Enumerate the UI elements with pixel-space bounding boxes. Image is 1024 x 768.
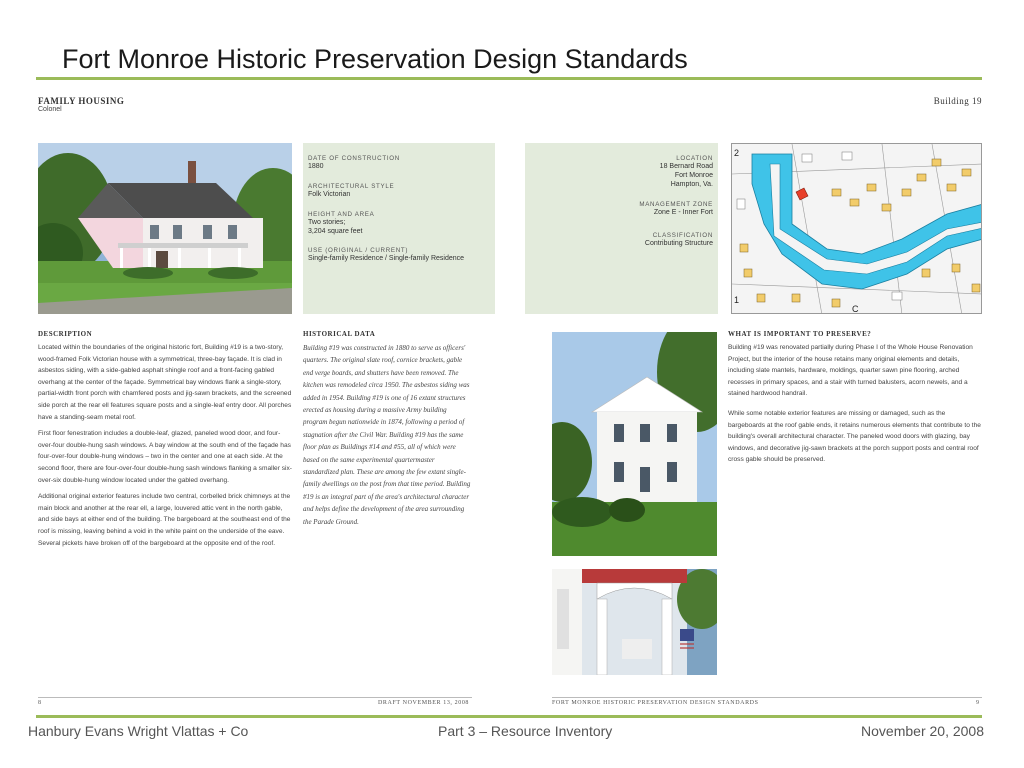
- subcategory-label: Colonel: [38, 106, 62, 113]
- fact-height: HEIGHT AND AREA Two stories; 3,204 square feet: [308, 211, 375, 235]
- map-label-2: 2: [734, 148, 740, 158]
- title-rule: [36, 77, 982, 80]
- right-footer-title: FORT MONROE HISTORIC PRESERVATION DESIGN STANDARDS: [552, 700, 759, 706]
- house-rear-photo: [552, 332, 717, 556]
- footer-date: November 20, 2008: [861, 723, 984, 739]
- slide-title: Fort Monroe Historic Preservation Design Standards: [62, 44, 688, 74]
- description-body: Located within the boundaries of the original historic fort, Building #19 is a two-story, wood-framed Folk Victorian house with a symmetrical, three-bay façade. It is clad in asbestos siding, with a side-gabled asphalt shingle roof and a front-facing gabled overhang at the center of the façade. Symmetrical bay windows flank a single-story, partial-width front porch with chamfered posts and jig-sawn brackets, and the screened side porch at the rear ell features square posts and a single-leaf entry door. All porches have a standing-seam metal roof. First floor fenestration includes a double-leaf, glazed, paneled wood door, and four-over-four double-hung sash windows. A bay window at the south end of the façade has four-over-four double-hung windows – two in the center and one at each side. At the second floor, there are four-over-four double-hung sash windows flanking a smaller six-over-six double-hung window located under the gabled overhang. Additional original exterior features include two central, corbelled brick chimneys at the main block and another at the rear ell, a large, louvered attic vent in the north gable, and side bays at either end of the building. The bargeboard at the southeast end of the roof is missing, leaving behind a void in the white paint on the underside of the eave. Several pickets have broken off of the bargeboard at the opposite end of the roof.: [38, 344, 292, 547]
- building-number: Building 19: [933, 96, 982, 106]
- fact-style: ARCHITECTURAL STYLE Folk Victorian: [308, 183, 395, 198]
- footer-part: Part 3 – Resource Inventory: [438, 723, 613, 739]
- zone-block: MANAGEMENT ZONE Zone E - Inner Fort: [639, 201, 713, 216]
- right-page-number: 9: [976, 700, 980, 706]
- site-map: [731, 143, 982, 314]
- history-body: Building #19 was constructed in 1880 to serve as officers' quarters. The original slate roof, cornice brackets, gable end verge boards, and shutters have been removed. The kitchen was remodeled circa 1950. The asbestos siding was added in 1954. Building #19 is one of 16 extant structures erected as housing during a massive Army building program begun nationwide in 1874, following a period of stagnation after the Civil War. Building #19 has the same floor plan as Buildings #14 and #55, all of which were based on the same experimental quartermaster standardized plan. These are among the few extant single-family dwellings on the post from that time period. Building #19 is an integral part of the area's architectural character and helps define the development of the area surrounding the Parade Ground.: [303, 344, 471, 526]
- right-page-rule: [552, 697, 982, 698]
- left-page-number: 8: [38, 700, 42, 706]
- left-page-rule: [38, 697, 472, 698]
- map-label-1: 1: [734, 295, 740, 305]
- fact-use: USE (ORIGINAL / CURRENT) Single-family Residence / Single-family Residence: [308, 247, 465, 262]
- fact-date: DATE OF CONSTRUCTION 1880: [308, 155, 400, 170]
- history-heading: HISTORICAL DATA: [303, 330, 376, 338]
- map-label-c: C: [852, 304, 859, 314]
- location-panel: [525, 143, 718, 314]
- draft-note: DRAFT NOVEMBER 13, 2008: [378, 700, 470, 706]
- porch-detail-photo: [552, 569, 717, 675]
- footer-firm: Hanbury Evans Wright Vlattas + Co: [28, 723, 249, 739]
- classification-block: CLASSIFICATION Contributing Structure: [644, 232, 713, 247]
- category-heading: FAMILY HOUSING: [38, 96, 125, 106]
- description-heading: DESCRIPTION: [38, 330, 93, 338]
- house-front-photo: [38, 143, 292, 314]
- preserve-body: Building #19 was renovated partially during Phase I of the Whole House Renovation Project, but the interior of the house retains many original elements and details, including slate mantels, hardware, moldings, quarter sawn pine flooring, arched recesses in primary spaces, and a stair with turned balusters, acorn newels, and a stained hardwood handrail. While some notable exterior features are missing or damaged, such as the bargeboards at the roof gable ends, it retains numerous elements that contribute to the building's overall architectural character. The paneled wood doors with glazing, bay windows, and decorative jig-sawn brackets at the porch support posts and central roof cross gable should be preserved.: [728, 344, 981, 464]
- location-block: LOCATION 18 Bernard Road Fort Monroe Hampton, Va.: [659, 155, 713, 188]
- preserve-heading: WHAT IS IMPORTANT TO PRESERVE?: [728, 330, 872, 338]
- footer-rule: [36, 715, 982, 718]
- building-facts-panel: [303, 143, 495, 314]
